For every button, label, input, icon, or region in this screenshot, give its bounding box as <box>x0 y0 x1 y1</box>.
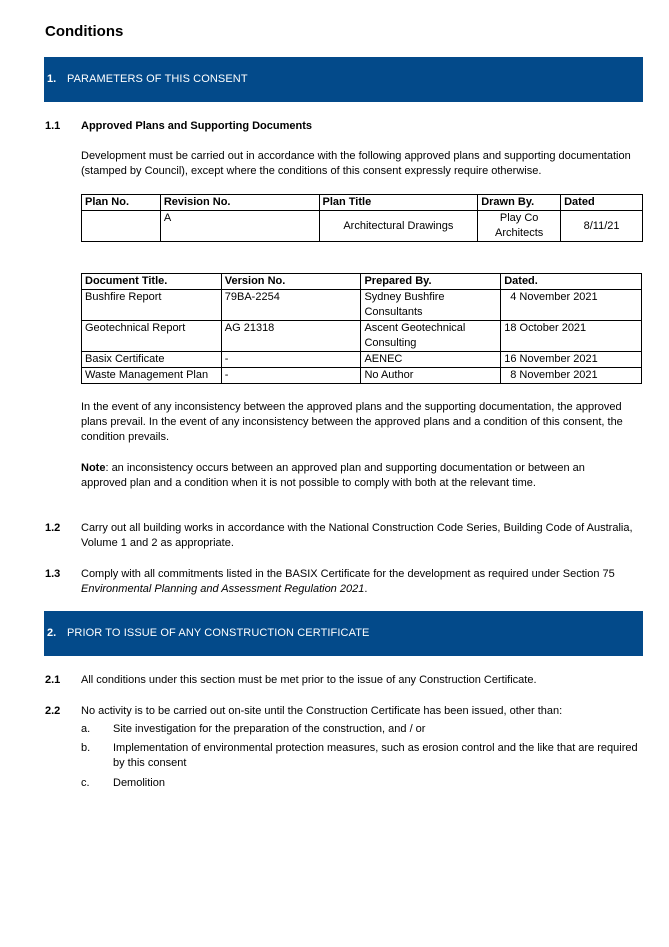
list-item-c-letter: c. <box>81 777 90 789</box>
doc-dated-cell: 18 October 2021 <box>501 321 642 352</box>
clause-1-3-main: Comply with all commitments listed in the BASIX Certificate for the development as required under Section 75 <box>81 568 615 580</box>
list-item-c-text: Demolition <box>113 777 165 789</box>
regulation-title: Environmental Planning and Assessment Regulation 2021 <box>81 583 365 595</box>
clause-1-1-intro: Development must be carried out in accordance with the following approved plans and supporting documentation (stamped by Council), except where the conditions of this consent expressly require otherwise. <box>81 150 631 177</box>
doc-version-cell: AG 21318 <box>221 321 361 352</box>
list-item-a-text: Site investigation for the preparation of the construction, and / or <box>113 723 426 735</box>
clause-1-3-end: . <box>364 583 368 595</box>
note-label: Note <box>81 462 106 474</box>
plans-header-revision: Revision No. <box>160 195 319 211</box>
doc-dated-cell: 16 November 2021 <box>501 352 642 368</box>
doc-prepared-cell: AENEC <box>361 352 501 368</box>
doc-prepared-cell: Sydney Bushfire Consultants <box>361 290 501 321</box>
supporting-documents-table <box>81 273 642 384</box>
note-paragraph <box>81 461 633 491</box>
list-item-b-letter: b. <box>81 742 91 754</box>
doc-prepared-cell: Ascent Geotechnical Consulting <box>361 321 501 352</box>
clause-2-2-number: 2.2 <box>45 705 61 717</box>
section-1-heading: PARAMETERS OF THIS CONSENT <box>67 73 248 85</box>
note-text: : an inconsistency occurs between an approved plan and supporting documentation or between an approved plan and a condition when it is not possible to comply with both at the relevant time. <box>81 462 585 489</box>
docs-header-version: Version No. <box>221 274 361 290</box>
plan-no-cell <box>82 211 161 242</box>
plans-header-plan-no: Plan No. <box>82 195 161 211</box>
docs-header-dated: Dated. <box>501 274 642 290</box>
doc-title-cell: Bushfire Report <box>82 290 222 321</box>
plan-title-cell: Architectural Drawings <box>319 211 478 242</box>
doc-title-cell: Geotechnical Report <box>82 321 222 352</box>
docs-header-prepared: Prepared By. <box>361 274 501 290</box>
section-2-number: 2. <box>47 627 57 639</box>
clause-1-1-number: 1.1 <box>45 120 61 132</box>
list-item-b-text: Implementation of environmental protection measures, such as erosion control and the like that are required by this consent <box>113 742 638 769</box>
table-row <box>82 211 643 242</box>
clause-2-2-text: No activity is to be carried out on-site until the Construction Certificate has been issued, other than: <box>81 705 563 717</box>
doc-version-cell: 79BA-2254 <box>221 290 361 321</box>
clause-1-3-text <box>81 567 633 597</box>
doc-version-cell: - <box>221 368 361 384</box>
table-row <box>82 321 642 352</box>
clause-1-2-number: 1.2 <box>45 522 61 534</box>
inconsistency-paragraph: In the event of any inconsistency between the approved plans and the supporting documentation, the approved plans prevail. In the event of any inconsistency between the approved plans and a condition of this consent, the condition prevails. <box>81 401 623 443</box>
plans-header-drawn-by: Drawn By. <box>478 195 561 211</box>
clause-2-1-number: 2.1 <box>45 674 61 686</box>
drawn-by-cell: Play Co Architects <box>478 211 561 242</box>
plans-table-header-row <box>82 195 643 211</box>
section-1-header <box>44 57 643 102</box>
section-2-header <box>44 611 643 656</box>
doc-title-cell: Waste Management Plan <box>82 368 222 384</box>
approved-plans-table <box>81 194 643 242</box>
doc-title-cell: Basix Certificate <box>82 352 222 368</box>
doc-dated-cell: 4 November 2021 <box>501 290 642 321</box>
doc-version-cell: - <box>221 352 361 368</box>
table-row <box>82 368 642 384</box>
plans-header-title: Plan Title <box>319 195 478 211</box>
clause-1-2-text: Carry out all building works in accordance with the National Construction Code Series, Building Code of Australia, Volume 1 and 2 as appropriate. <box>81 522 633 549</box>
section-1-number: 1. <box>47 73 57 85</box>
plans-header-dated: Dated <box>561 195 643 211</box>
clause-1-3-number: 1.3 <box>45 568 61 580</box>
list-item-a-letter: a. <box>81 723 91 735</box>
table-row <box>82 290 642 321</box>
doc-dated-cell: 8 November 2021 <box>501 368 642 384</box>
clause-1-1-heading: Approved Plans and Supporting Documents <box>81 120 313 132</box>
docs-header-title: Document Title. <box>82 274 222 290</box>
page-title: Conditions <box>45 23 124 40</box>
docs-table-header-row <box>82 274 642 290</box>
revision-cell: A <box>160 211 319 242</box>
section-2-heading: PRIOR TO ISSUE OF ANY CONSTRUCTION CERTIFICATE <box>67 627 370 639</box>
table-row <box>82 352 642 368</box>
dated-cell: 8/11/21 <box>561 211 643 242</box>
clause-2-1-text: All conditions under this section must be met prior to the issue of any Construction Certificate. <box>81 674 537 686</box>
doc-prepared-cell: No Author <box>361 368 501 384</box>
